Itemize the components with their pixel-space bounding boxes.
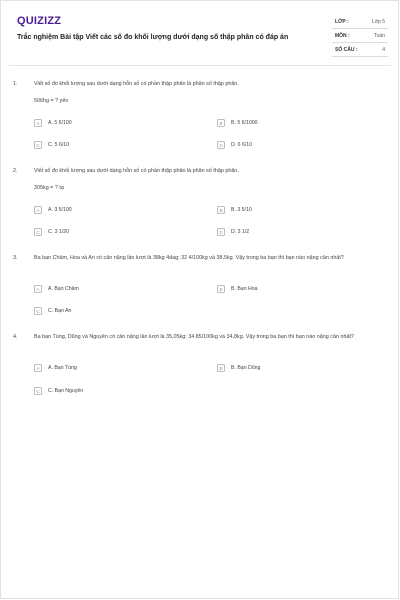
option-label: D. 6 6/10 <box>231 142 253 148</box>
option-letter-box: B <box>217 364 225 372</box>
option-letter-box: C <box>34 228 42 236</box>
option-letter-box: B <box>217 285 225 293</box>
option-letter-box: B <box>217 119 225 127</box>
meta-row-count <box>332 43 388 57</box>
question-number: 1. <box>13 81 18 87</box>
option-c[interactable] <box>34 141 69 149</box>
header-divider <box>9 65 391 66</box>
option-label: A. 5 6/100 <box>48 120 72 126</box>
option-letter-box: C <box>34 141 42 149</box>
option-label: B. 3 5/10 <box>231 207 252 213</box>
question-text: Ba bạn Châm, Hoa và An có cân nặng lần lượt là 38kg 4dag; 32 4/100kg và 38,5kg. Vậy trong ba bạn thì bạn nào nặng cân nhất? <box>34 255 344 261</box>
option-c[interactable] <box>34 387 83 395</box>
option-a[interactable] <box>34 206 72 214</box>
question-number: 2. <box>13 168 18 174</box>
worksheet-title: Trắc nghiệm Bài tập Viết các số đo khối lượng dưới dạng số thập phân có đáp án <box>17 34 289 41</box>
meta-value: Lớp 5 <box>371 18 385 25</box>
option-label: B. 5 6/1000 <box>231 120 258 126</box>
option-label: C. 5 6/10 <box>48 142 70 148</box>
option-d[interactable] <box>217 141 252 149</box>
option-b[interactable] <box>217 285 258 293</box>
quizizz-logo: QUIZIZZ <box>17 15 62 27</box>
meta-key: MÔN : <box>335 32 350 39</box>
option-letter-box: A <box>34 206 42 214</box>
option-label: C. Bạn An <box>48 308 72 314</box>
question-number: 4. <box>13 334 18 340</box>
question-prompt: 506hg = ? yến <box>34 98 69 104</box>
option-label: C. Bạn Nguyên <box>48 388 84 394</box>
option-label: B. Bạn Hoa <box>231 286 258 292</box>
option-letter-box: C <box>34 387 42 395</box>
meta-value: 4 <box>382 46 385 53</box>
option-label: B. Bạn Dũng <box>231 365 261 371</box>
option-a[interactable] <box>34 285 79 293</box>
option-letter-box: A <box>34 285 42 293</box>
option-d[interactable] <box>217 228 249 236</box>
option-letter-box: D <box>217 228 225 236</box>
option-c[interactable] <box>34 228 69 236</box>
question-prompt: 305kg = ? tạ <box>34 185 64 191</box>
meta-table <box>332 15 388 57</box>
option-letter-box: A <box>34 119 42 127</box>
meta-row-grade <box>332 15 388 29</box>
option-letter-box: B <box>217 206 225 214</box>
option-a[interactable] <box>34 364 77 372</box>
option-b[interactable] <box>217 206 252 214</box>
question-number: 3. <box>13 255 18 261</box>
option-label: A. Bạn Châm <box>48 286 79 292</box>
option-b[interactable] <box>217 119 258 127</box>
question-text: Ba bạn Tùng, Dũng và Nguyên có cân nặng lần lượt là 35,05kg; 34 85/100kg và 34,8kg. Vậy trong ba bạn thì bạn nào nặng cân nhất? <box>34 334 354 340</box>
option-label: D. 3 1/2 <box>231 229 250 235</box>
meta-value: Toán <box>374 32 385 39</box>
option-letter-box: A <box>34 364 42 372</box>
option-c[interactable] <box>34 307 71 315</box>
meta-key: LỚP : <box>335 18 349 25</box>
option-label: C. 3 1/20 <box>48 229 70 235</box>
question-text: Viết số đo khối lượng sau dưới dạng hỗn số có phần thập phân là phân số thập phân. <box>34 81 239 87</box>
question-text: Viết số đo khối lượng sau dưới dạng hỗn số có phần thập phân là phân số thập phân. <box>34 168 239 174</box>
option-letter-box: D <box>217 141 225 149</box>
option-letter-box: C <box>34 307 42 315</box>
meta-row-subject <box>332 29 388 43</box>
option-label: A. 3 5/100 <box>48 207 72 213</box>
option-label: A. Bạn Tùng <box>48 365 77 371</box>
option-b[interactable] <box>217 364 260 372</box>
option-a[interactable] <box>34 119 72 127</box>
meta-key: SỐ CÂU : <box>335 46 358 53</box>
